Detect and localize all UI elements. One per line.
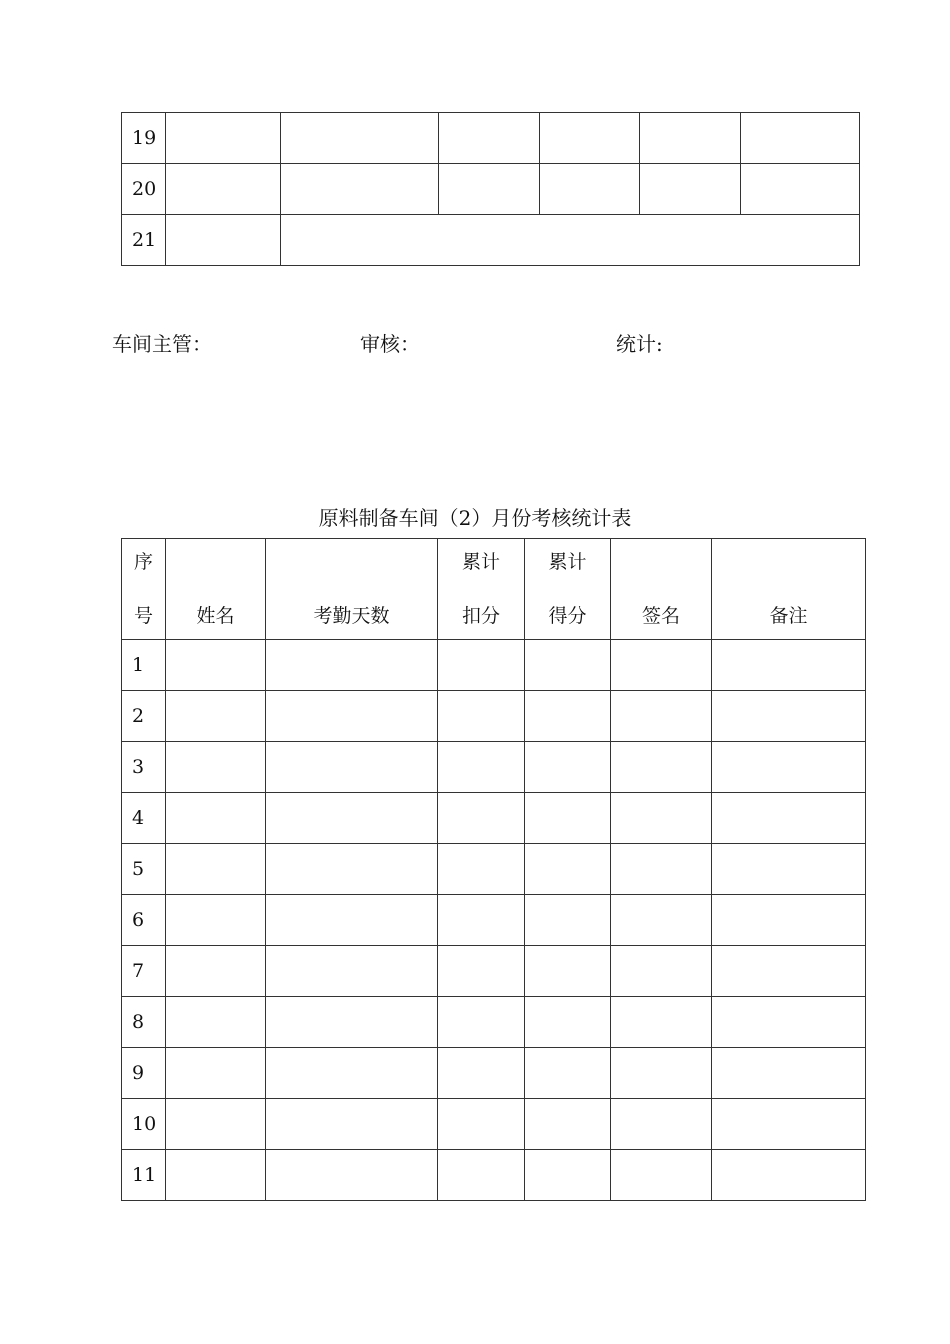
table-cell[interactable]: [266, 895, 438, 946]
table-cell[interactable]: [712, 1048, 866, 1099]
header-deduction: [438, 539, 525, 640]
name-cell[interactable]: [166, 113, 281, 164]
table-cell[interactable]: [640, 164, 741, 215]
table-cell[interactable]: [266, 640, 438, 691]
header-remarks: [712, 539, 866, 640]
row-number: 1: [122, 640, 166, 691]
row-number: 9: [122, 1048, 166, 1099]
header-attendance-days-label: 考勤天数: [313, 605, 390, 627]
attendance-statistics-table: [121, 538, 866, 1201]
table-cell[interactable]: [439, 113, 540, 164]
table-cell[interactable]: [525, 793, 611, 844]
table-row: [122, 946, 866, 997]
header-deduction-bottom: 扣分: [461, 605, 500, 627]
row-number: 11: [122, 1150, 166, 1201]
table-cell[interactable]: [712, 895, 866, 946]
table-cell[interactable]: [611, 946, 712, 997]
table-row: [122, 640, 866, 691]
table-row: [122, 895, 866, 946]
table-cell[interactable]: [712, 946, 866, 997]
table-cell[interactable]: [741, 164, 860, 215]
table-cell[interactable]: [266, 997, 438, 1048]
table-cell[interactable]: [611, 844, 712, 895]
table-row: [122, 1150, 866, 1201]
table-row: [122, 793, 866, 844]
table-row: [122, 997, 866, 1048]
merged-cell[interactable]: [281, 215, 860, 266]
table-cell[interactable]: [611, 895, 712, 946]
table-cell[interactable]: [266, 691, 438, 742]
table-cell[interactable]: [640, 113, 741, 164]
table-title: 原料制备车间（2）月份考核统计表: [318, 506, 632, 530]
table-cell[interactable]: [281, 164, 439, 215]
reviewer-label: 审核：: [360, 332, 420, 356]
table-cell[interactable]: [438, 946, 525, 997]
table-cell[interactable]: [611, 742, 712, 793]
table-cell[interactable]: [712, 691, 866, 742]
table-cell[interactable]: [166, 1150, 266, 1201]
name-cell[interactable]: [166, 164, 281, 215]
signature-line: [112, 328, 812, 356]
table-cell[interactable]: [266, 1048, 438, 1099]
table-cell[interactable]: [166, 946, 266, 997]
header-serial-no-top: 序: [133, 551, 153, 573]
table-cell[interactable]: [266, 844, 438, 895]
header-remarks-label: 备注: [769, 605, 808, 627]
table-cell[interactable]: [611, 640, 712, 691]
table-cell[interactable]: [166, 640, 266, 691]
table-cell[interactable]: [438, 1150, 525, 1201]
row-number: 7: [122, 946, 166, 997]
table-cell[interactable]: [611, 793, 712, 844]
header-score: [525, 539, 611, 640]
table-cell[interactable]: [611, 1099, 712, 1150]
table-cell[interactable]: [166, 742, 266, 793]
table-cell[interactable]: [712, 640, 866, 691]
table-row: [122, 1048, 866, 1099]
table-cell[interactable]: [166, 793, 266, 844]
table-cell[interactable]: [525, 895, 611, 946]
row-number: 8: [122, 997, 166, 1048]
header-deduction-top: 累计: [461, 551, 500, 573]
table-cell[interactable]: [525, 997, 611, 1048]
table-cell[interactable]: [266, 742, 438, 793]
table-row: [122, 844, 866, 895]
table-row: [122, 113, 860, 164]
table-cell[interactable]: [712, 1099, 866, 1150]
row-number: 21: [122, 215, 166, 266]
table-cell[interactable]: [266, 1150, 438, 1201]
table-cell[interactable]: [712, 844, 866, 895]
table-cell[interactable]: [525, 946, 611, 997]
table-cell[interactable]: [525, 1099, 611, 1150]
table-cell[interactable]: [166, 895, 266, 946]
table-cell[interactable]: [611, 997, 712, 1048]
header-score-bottom: 得分: [548, 605, 587, 627]
table-cell[interactable]: [611, 691, 712, 742]
row-number: 2: [122, 691, 166, 742]
table-cell[interactable]: [438, 742, 525, 793]
table-cell[interactable]: [540, 113, 640, 164]
row-number: 3: [122, 742, 166, 793]
table-cell[interactable]: [438, 793, 525, 844]
table-cell[interactable]: [525, 691, 611, 742]
table-cell[interactable]: [741, 113, 860, 164]
table-cell[interactable]: [525, 1150, 611, 1201]
table-row: [122, 1099, 866, 1150]
header-score-top: 累计: [548, 551, 587, 573]
supervisor-label: 车间主管：: [112, 332, 212, 356]
header-signature: [611, 539, 712, 640]
table-cell[interactable]: [166, 691, 266, 742]
table-cell[interactable]: [166, 1048, 266, 1099]
table-cell[interactable]: [438, 844, 525, 895]
header-name: [166, 539, 266, 640]
row-number: 5: [122, 844, 166, 895]
table-cell[interactable]: [438, 640, 525, 691]
table-cell[interactable]: [525, 1048, 611, 1099]
table-cell[interactable]: [611, 1150, 712, 1201]
table-cell[interactable]: [525, 640, 611, 691]
table-cell[interactable]: [525, 844, 611, 895]
row-number: 20: [122, 164, 166, 215]
table-cell[interactable]: [611, 1048, 712, 1099]
table-cell[interactable]: [438, 1048, 525, 1099]
table-cell[interactable]: [438, 895, 525, 946]
table-cell[interactable]: [438, 691, 525, 742]
table-cell[interactable]: [281, 113, 439, 164]
header-attendance-days: [266, 539, 438, 640]
table-cell[interactable]: [712, 742, 866, 793]
top-continuation-table: [121, 112, 860, 266]
table-row: [122, 164, 860, 215]
table-header-row: [122, 539, 866, 640]
table-cell[interactable]: [166, 844, 266, 895]
header-name-label: 姓名: [196, 605, 235, 627]
table-cell[interactable]: [166, 1099, 266, 1150]
header-serial-no-bottom: 号: [133, 605, 153, 627]
table-row: [122, 215, 860, 266]
table-cell[interactable]: [712, 997, 866, 1048]
row-number: 6: [122, 895, 166, 946]
table-cell[interactable]: [166, 997, 266, 1048]
table-cell[interactable]: [266, 946, 438, 997]
row-number: 10: [122, 1099, 166, 1150]
table-cell[interactable]: [438, 997, 525, 1048]
table-cell[interactable]: [712, 1150, 866, 1201]
table-row: [122, 742, 866, 793]
header-signature-label: 签名: [641, 605, 680, 627]
name-cell[interactable]: [166, 215, 281, 266]
table-cell[interactable]: [438, 1099, 525, 1150]
table-cell[interactable]: [525, 742, 611, 793]
table-row: [122, 691, 866, 742]
table-cell[interactable]: [266, 1099, 438, 1150]
table-cell[interactable]: [266, 793, 438, 844]
table-cell[interactable]: [540, 164, 640, 215]
statistician-label: 统计:: [616, 332, 663, 356]
row-number: 4: [122, 793, 166, 844]
table-cell[interactable]: [439, 164, 540, 215]
table-cell[interactable]: [712, 793, 866, 844]
row-number: 19: [122, 113, 166, 164]
header-serial-no: [122, 539, 166, 640]
